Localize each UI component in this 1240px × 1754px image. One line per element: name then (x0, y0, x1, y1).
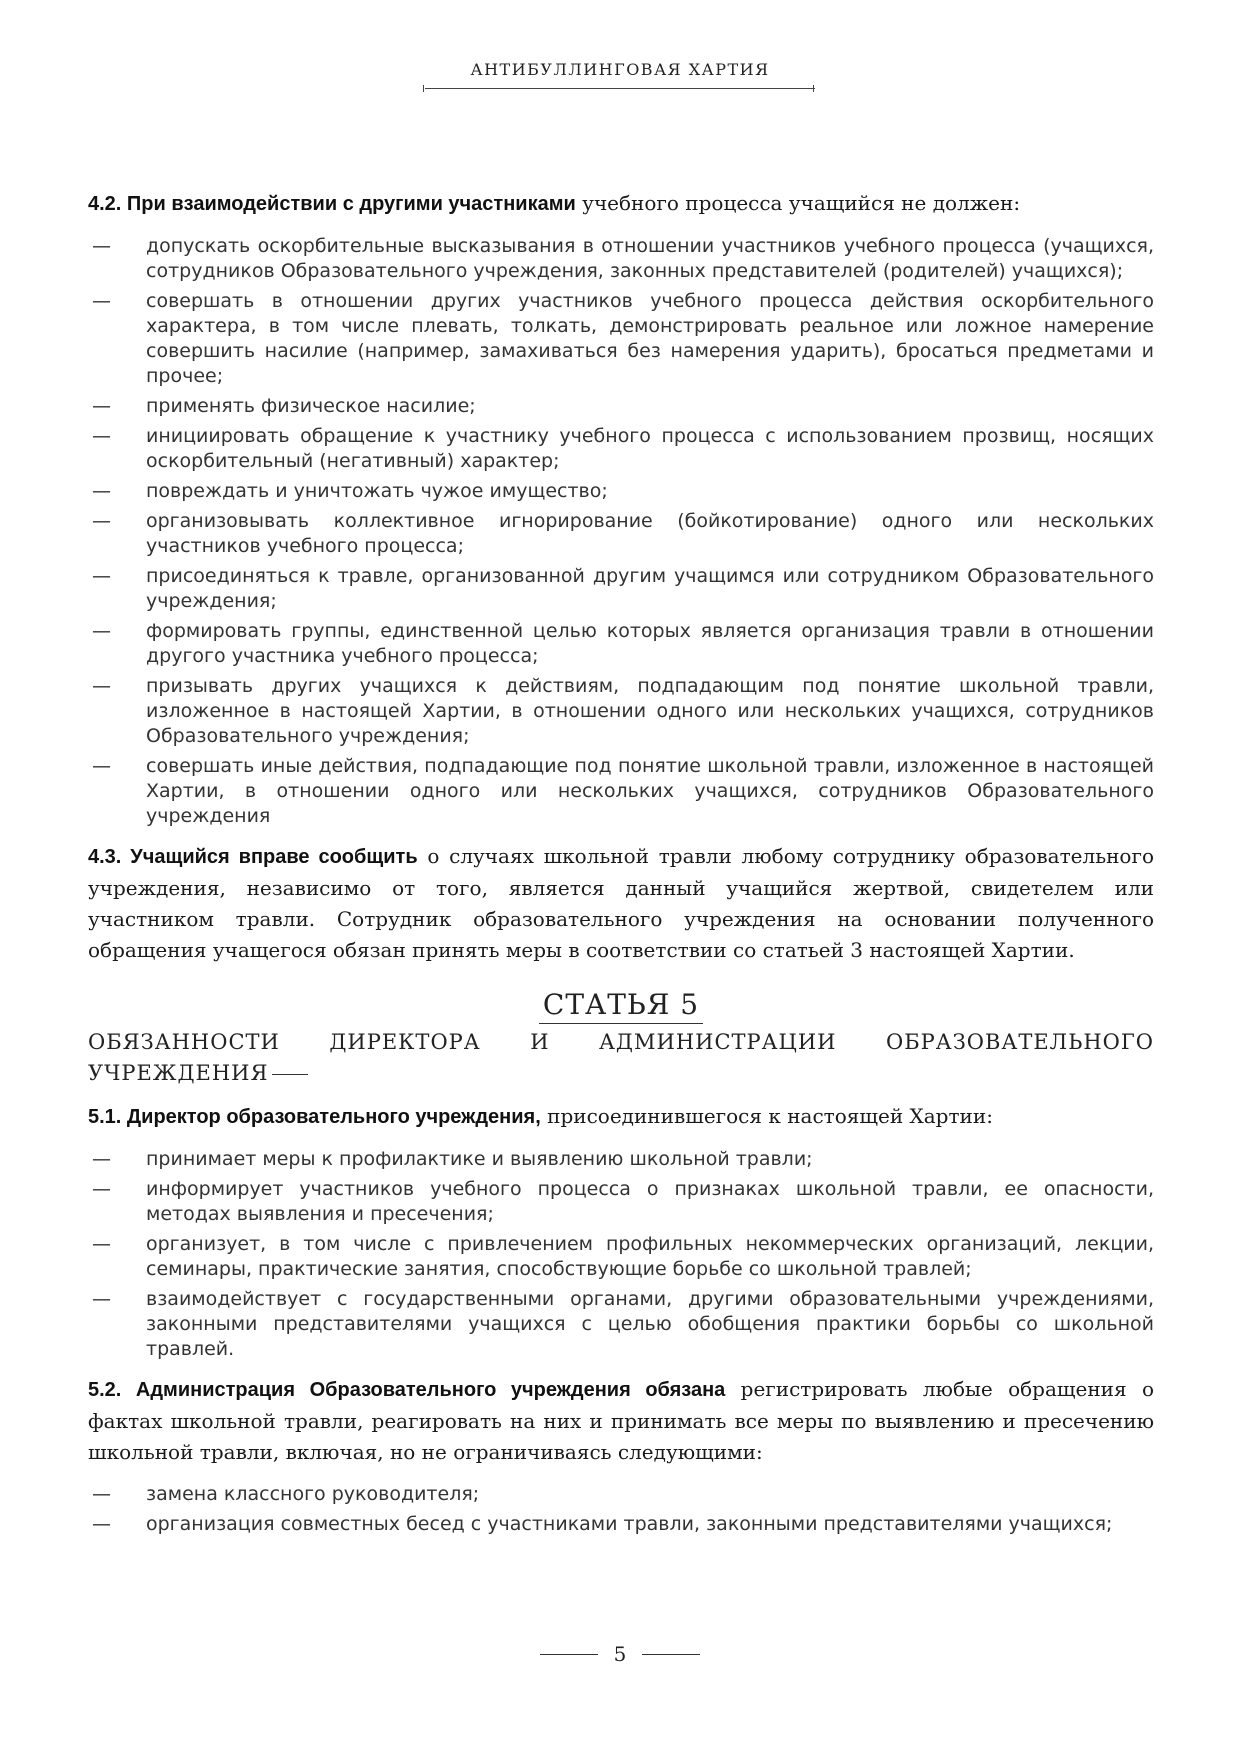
list-item-text: повреждать и уничтожать чужое имущество; (146, 480, 608, 502)
dash-marker: — (92, 510, 111, 532)
section-4-3 (88, 841, 1154, 966)
list-item (88, 479, 1154, 504)
list-item-text: замена классного руководителя; (146, 1483, 480, 1505)
list-item (88, 1287, 1154, 1362)
article-subtitle-text: ОБЯЗАННОСТИ ДИРЕКТОРА И АДМИНИСТРАЦИИ ОБРАЗОВАТЕЛЬНОГО УЧРЕЖДЕНИЯ (88, 1030, 1154, 1085)
dash-marker: — (92, 425, 111, 447)
list-item (88, 1177, 1154, 1227)
section-4-2-intro (88, 188, 1154, 220)
section-5-2-intro (88, 1374, 1154, 1468)
article-subtitle (88, 1027, 1154, 1089)
list-item (88, 394, 1154, 419)
dash-marker: — (92, 675, 111, 697)
list-item (88, 754, 1154, 829)
list-item-text: совершать в отношении других участников учебного процесса действия оскорбительного характера, в том числе плевать, толкать, демонстрировать реальное или ложное намерение совершить насилие (например, замахиваться без намерения ударить), бросаться предметами и прочее; (146, 290, 1154, 387)
list-item-text: применять физическое насилие; (146, 395, 476, 417)
list-item (88, 1147, 1154, 1172)
list-item-text: допускать оскорбительные высказывания в отношении участников учебного процесса (учащихся, сотрудников Образовательного учреждения, законных представителей (родителей) учащихся); (146, 235, 1154, 282)
page-content (88, 188, 1154, 1549)
list-item (88, 424, 1154, 474)
dash-marker: — (92, 1483, 111, 1505)
section-5-2-lead: 5.2. Администрация Образовательного учреждения обязана (88, 1379, 726, 1401)
page-footer (540, 1640, 700, 1670)
list-item (88, 674, 1154, 749)
list-item-text: информирует участников учебного процесса о признаках школьной травли, ее опасности, методах выявления и пресечения; (146, 1178, 1154, 1225)
list-item-text: присоединяться к травле, организованной другим учащимся или сотрудником Образовательного учреждения; (146, 565, 1154, 612)
running-header: АНТИБУЛЛИНГОВАЯ ХАРТИЯ (470, 60, 770, 79)
dash-marker: — (92, 1178, 111, 1200)
page-number: 5 (613, 1642, 627, 1666)
article-title-text: СТАТЬЯ 5 (539, 988, 703, 1024)
list-item (88, 234, 1154, 284)
section-5-1-lead: 5.1. Директор образовательного учреждения, (88, 1106, 541, 1128)
section-5-2-list (88, 1482, 1154, 1537)
section-4-3-text: о случаях школьной травли любому сотруднику образовательного учреждения, независимо от того, является данный учащийся жертвой, свидетелем или участником травли. Сотрудник образовательного учреждения на основании полученного обращения учащегося обязан принять меры в соответствии со статьей 3 настоящей Хартии. (88, 844, 1154, 962)
section-4-2-text: учебного процесса учащийся не должен: (575, 191, 1021, 215)
section-5-1-intro (88, 1101, 1154, 1133)
dash-marker: — (92, 395, 111, 417)
footer-rule-left (540, 1654, 598, 1655)
list-item-text: организация совместных бесед с участниками травли, законными представителями учащихся; (146, 1513, 1113, 1535)
article-title (88, 988, 1154, 1021)
list-item (88, 1512, 1154, 1537)
section-5-1-list (88, 1147, 1154, 1362)
dash-marker: — (92, 235, 111, 257)
dash-marker: — (92, 1233, 111, 1255)
section-4-2-list (88, 234, 1154, 829)
list-item-text: организовывать коллективное игнорирование (бойкотирование) одного или нескольких участников учебного процесса; (146, 510, 1154, 557)
list-item (88, 1232, 1154, 1282)
section-4-3-lead: 4.3. Учащийся вправе сообщить (88, 846, 418, 868)
dash-marker: — (92, 1288, 111, 1310)
dash-marker: — (92, 1513, 111, 1535)
list-item (88, 1482, 1154, 1507)
list-item-text: взаимодействует с государственными органами, другими образовательными учреждениями, законными представителями учащихся с целью обобщения практики борьбы со школьной травлей. (146, 1288, 1154, 1360)
list-item (88, 619, 1154, 669)
dash-marker: — (92, 1148, 111, 1170)
list-item-text: принимает меры к профилактике и выявлению школьной травли; (146, 1148, 813, 1170)
list-item-text: инициировать обращение к участнику учебного процесса с использованием прозвищ, носящих оскорбительный (негативный) характер; (146, 425, 1154, 472)
dash-marker: — (92, 755, 111, 777)
list-item-text: организует, в том числе с привлечением профильных некоммерческих организаций, лекции, семинары, практические занятия, способствующие борьбе со школьной травлей; (146, 1233, 1154, 1280)
section-5-2-text: регистрировать любые обращения о фактах школьной травли, реагировать на них и принимать все меры по выявлению и пресечению школьной травли, включая, но не ограничиваясь следующими: (88, 1377, 1154, 1464)
dash-marker: — (92, 480, 111, 502)
section-5-1-text: присоединившегося к настоящей Хартии: (540, 1104, 993, 1128)
list-item (88, 289, 1154, 389)
list-item-text: призывать других учащихся к действиям, подпадающим под понятие школьной травли, изложенное в настоящей Хартии, в отношении одного или нескольких учащихся, сотрудников Образовательного учреждения; (146, 675, 1154, 747)
dash-marker: — (92, 290, 111, 312)
subtitle-rule (272, 1074, 308, 1075)
list-item-text: формировать группы, единственной целью которых является организация травли в отношении другого участника учебного процесса; (146, 620, 1154, 667)
footer-rule-right (642, 1654, 700, 1655)
list-item-text: совершать иные действия, подпадающие под понятие школьной травли, изложенное в настоящей Хартии, в отношении одного или нескольких учащихся, сотрудников Образовательного учреждения (146, 755, 1154, 827)
list-item (88, 564, 1154, 614)
header-rule (425, 88, 815, 89)
dash-marker: — (92, 620, 111, 642)
list-item (88, 509, 1154, 559)
dash-marker: — (92, 565, 111, 587)
section-4-2-lead: 4.2. При взаимодействии с другими участниками (88, 193, 576, 215)
